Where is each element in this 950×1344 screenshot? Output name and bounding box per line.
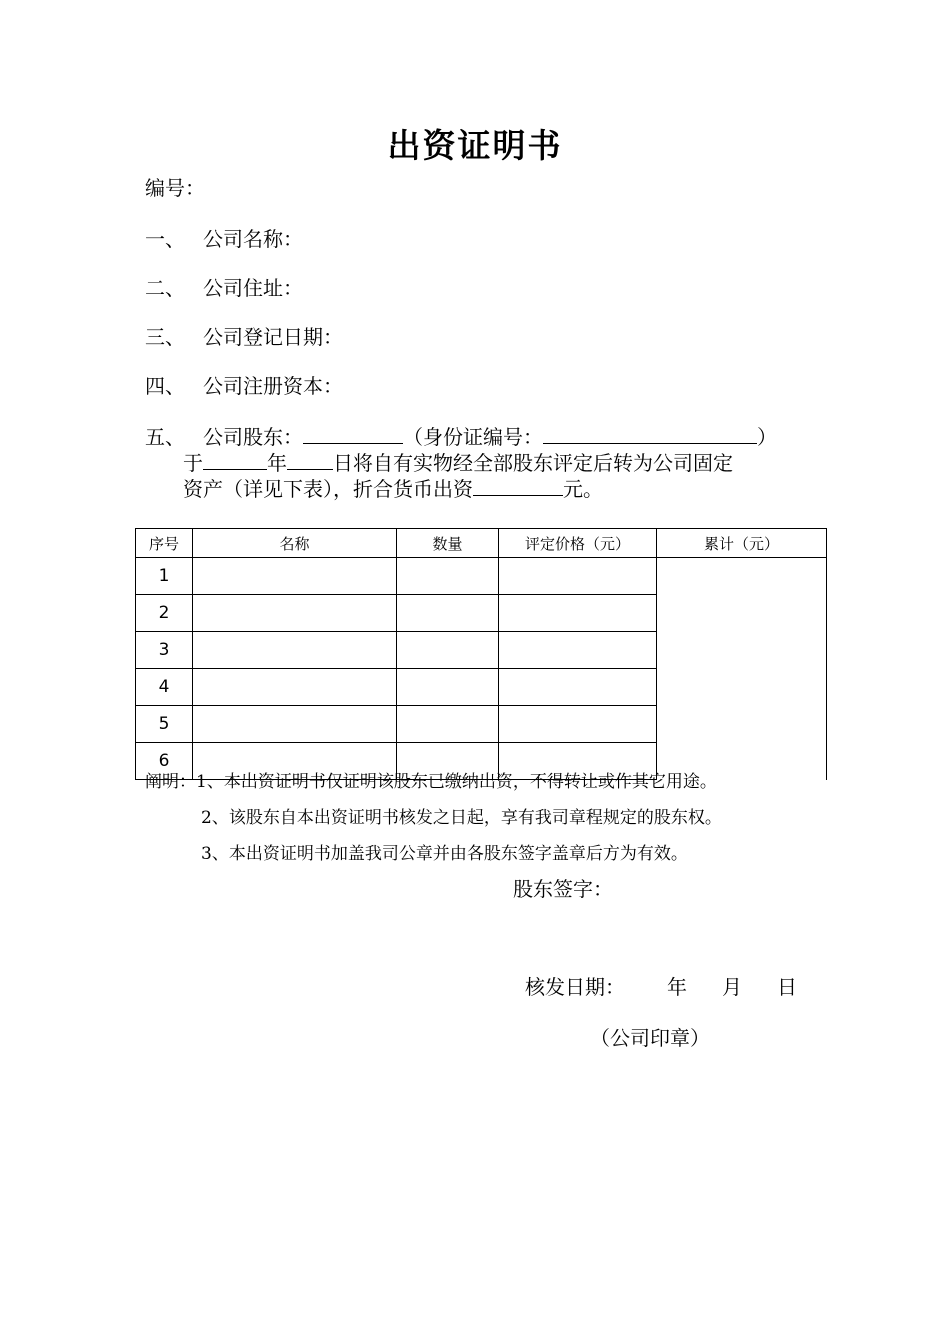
row-quantity-cell (397, 706, 499, 743)
header-no: 序号 (136, 529, 193, 558)
row-price-cell (499, 632, 657, 669)
number-label: 编号： (145, 176, 205, 200)
total-cell (657, 558, 827, 780)
row-quantity-cell (397, 595, 499, 632)
item-registered-capital (145, 374, 343, 398)
item-company-name (145, 227, 303, 251)
row-price-cell (499, 669, 657, 706)
header-total: 累计（元） (657, 529, 827, 558)
row-no: 4 (136, 669, 193, 706)
item-index: 五、 (145, 425, 185, 449)
shareholder-line-1 (145, 425, 777, 449)
issue-date (525, 975, 797, 999)
currency-suffix: 元。 (563, 477, 603, 501)
item-index: 二、 (145, 276, 185, 300)
item-label: 公司住址： (203, 276, 303, 300)
header-quantity: 数量 (397, 529, 499, 558)
assets-table (135, 528, 827, 780)
row-price-cell (499, 558, 657, 595)
id-close-label: ） (757, 425, 777, 449)
row-name-cell (193, 595, 397, 632)
shareholder-name-blank (303, 425, 403, 444)
document-title: 出资证明书 (387, 126, 563, 165)
row-quantity-cell (397, 632, 499, 669)
row-quantity-cell (397, 669, 499, 706)
issue-day-label: 日 (777, 975, 797, 999)
issue-month-label: 月 (722, 975, 742, 999)
id-open-label: （身份证编号： (403, 425, 543, 449)
row-no: 3 (136, 632, 193, 669)
day-blank (287, 451, 333, 470)
year-label: 年 (267, 451, 287, 475)
row-name-cell (193, 632, 397, 669)
table-row (136, 558, 827, 595)
note-text: 1、本出资证明书仅证明该股东已缴纳出资，不得转让或作其它用途。 (196, 772, 717, 792)
table-header-row (136, 529, 827, 558)
transfer-text: 日将自有实物经全部股东评定后转为公司固定 (333, 451, 733, 475)
item-label: 公司名称： (203, 227, 303, 251)
capital-text: 资产（详见下表），折合货币出资 (183, 477, 473, 501)
issue-year-label: 年 (667, 975, 687, 999)
shareholder-label: 公司股东： (203, 425, 303, 449)
item-company-address (145, 276, 303, 300)
item-registration-date (145, 325, 343, 349)
item-label: 公司登记日期： (203, 325, 343, 349)
row-price-cell (499, 595, 657, 632)
row-quantity-cell (397, 558, 499, 595)
row-no: 2 (136, 595, 193, 632)
item-label: 公司注册资本： (203, 374, 343, 398)
note-2: 2、该股东自本出资证明书核发之日起，享有我司章程规定的股东权。 (201, 808, 722, 828)
amount-blank (473, 477, 563, 496)
row-no: 6 (136, 743, 193, 780)
row-no: 1 (136, 558, 193, 595)
item-index: 三、 (145, 325, 185, 349)
item-index: 四、 (145, 374, 185, 398)
item-index: 一、 (145, 227, 185, 251)
id-number-blank (543, 425, 757, 444)
note-1 (145, 771, 717, 793)
date-prefix: 于 (183, 451, 203, 475)
row-price-cell (499, 706, 657, 743)
header-price: 评定价格（元） (499, 529, 657, 558)
shareholder-line-3 (183, 477, 603, 501)
notes-label: 阐明： (145, 772, 196, 792)
year-blank (203, 451, 267, 470)
row-no: 5 (136, 706, 193, 743)
header-name: 名称 (193, 529, 397, 558)
shareholder-line-2 (183, 451, 733, 475)
seal-label: （公司印章） (590, 1026, 710, 1050)
issue-date-label: 核发日期： (525, 975, 625, 999)
note-3: 3、本出资证明书加盖我司公章并由各股东签字盖章后方为有效。 (201, 844, 688, 864)
signature-label: 股东签字： (513, 877, 613, 901)
row-name-cell (193, 558, 397, 595)
row-name-cell (193, 706, 397, 743)
row-name-cell (193, 669, 397, 706)
